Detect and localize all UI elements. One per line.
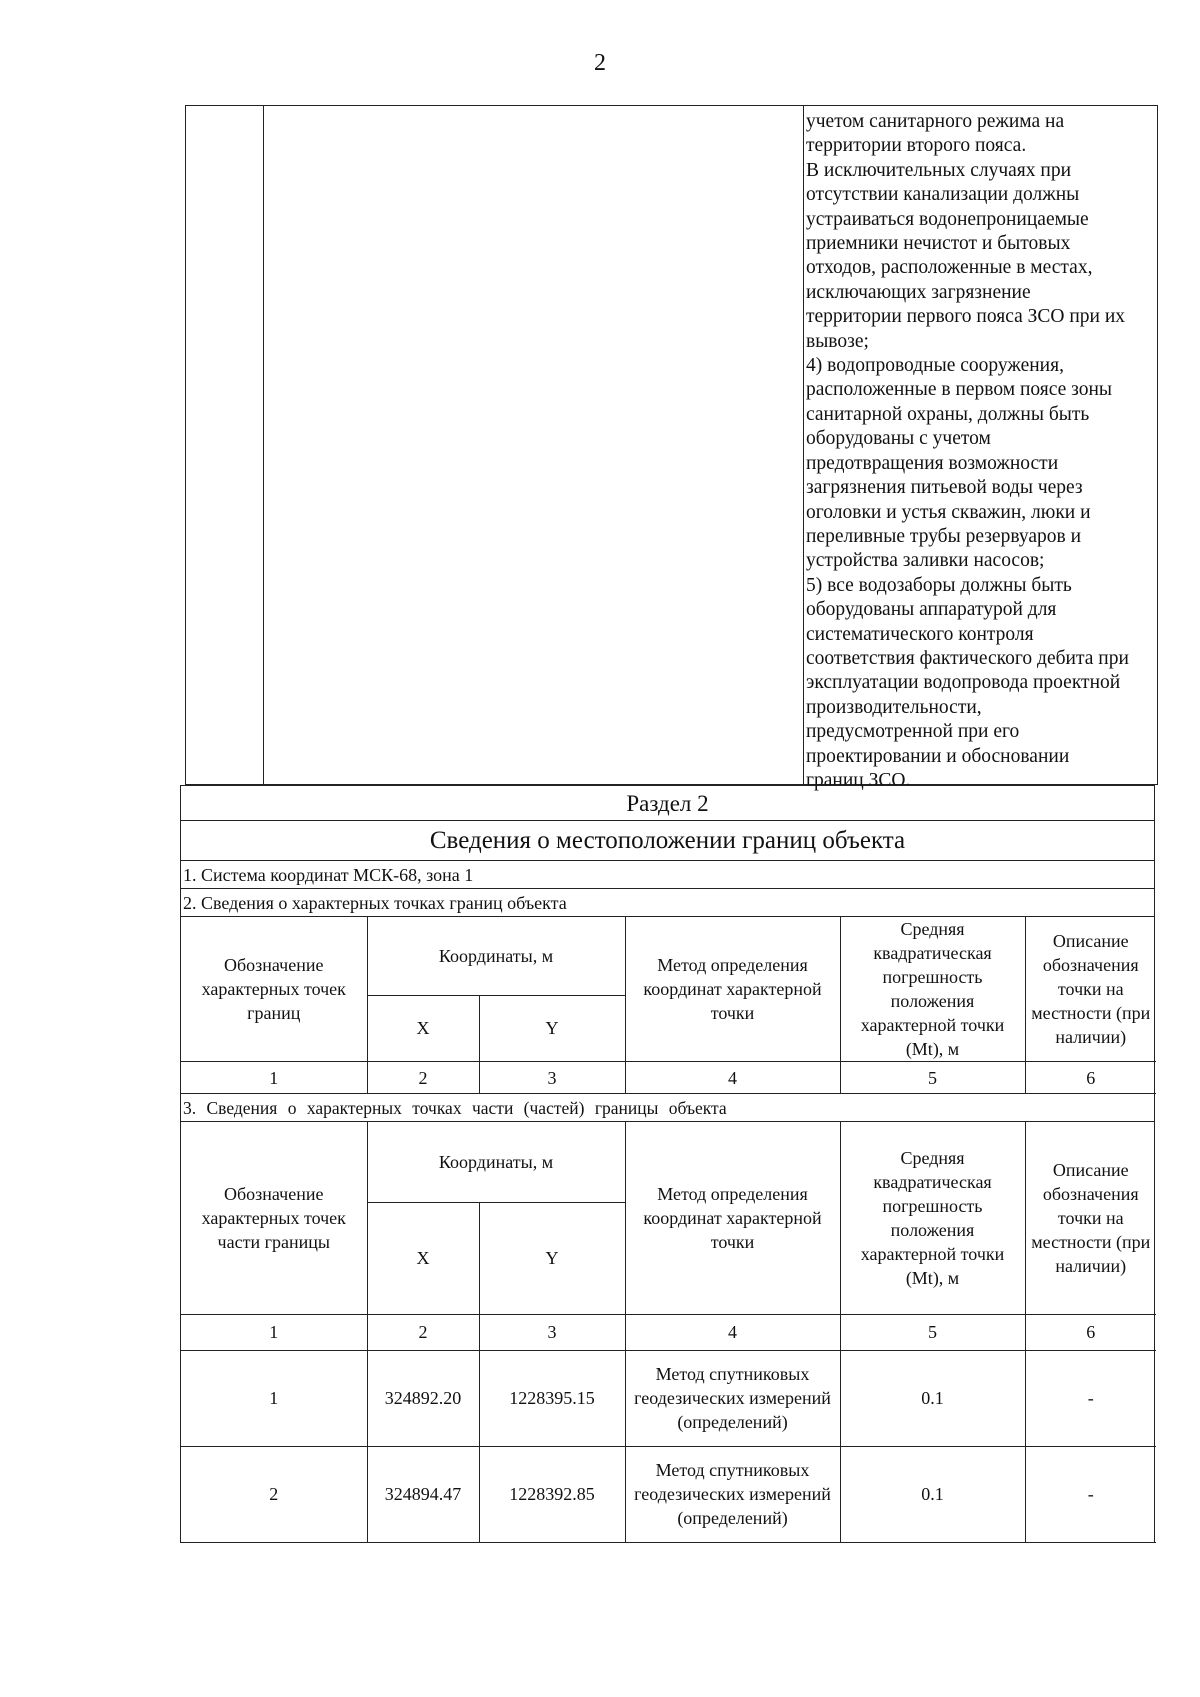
text-line: территории первого пояса ЗСО при их <box>806 306 1126 328</box>
boundary-points-table <box>181 917 1156 1094</box>
parts-heading: 3. Сведения о характерных точках части (частей) границы объекта <box>181 1094 1154 1122</box>
text-line: границ ЗСО. <box>806 769 911 791</box>
col-number: 4 <box>625 1062 840 1094</box>
text-line: 5) все водозаборы должны быть <box>806 574 1072 596</box>
section-title: Раздел 2 <box>181 785 1154 821</box>
text-line: оборудованы аппаратурой для <box>806 599 1057 621</box>
text-line: загрязнения питьевой воды через <box>806 477 1083 499</box>
table-row <box>181 1446 1156 1542</box>
col-number: 6 <box>1025 1314 1156 1350</box>
col-number: 4 <box>625 1314 840 1350</box>
coord-y: 1228395.15 <box>479 1350 625 1446</box>
error: 0.1 <box>840 1446 1025 1542</box>
col-number: 5 <box>840 1062 1025 1094</box>
continuation-text-cell <box>804 106 1157 791</box>
text-line: территории второго пояса. <box>806 135 1027 157</box>
error: 0.1 <box>840 1350 1025 1446</box>
coord-system-line: 1. Система координат МСК-68, зона 1 <box>181 861 1154 889</box>
coord-y: 1228392.85 <box>479 1446 625 1542</box>
text-line: переливные трубы резервуаров и <box>806 525 1082 547</box>
text-line: устраиваться водонепроницаемые <box>806 208 1089 230</box>
header-error: Средняя квадратическая погрешность положения характерной точки (Mt), м <box>840 1122 1025 1314</box>
point-id: 2 <box>181 1446 367 1542</box>
col-number: 1 <box>181 1062 367 1094</box>
method: Метод спутниковых геодезических измерений (определений) <box>625 1350 840 1446</box>
header-y: Y <box>479 995 625 1061</box>
section-subtitle: Сведения о местоположении границ объекта <box>181 821 1154 861</box>
text-line: производительности, <box>806 696 982 718</box>
text-line: соответствия фактического дебита при <box>806 647 1129 669</box>
method: Метод спутниковых геодезических измерений (определений) <box>625 1446 840 1542</box>
col-number: 1 <box>181 1314 367 1350</box>
text-line: отсутствии канализации должны <box>806 184 1080 206</box>
col-number: 2 <box>367 1314 479 1350</box>
page-number: 2 <box>594 50 606 76</box>
coord-x: 324892.20 <box>367 1350 479 1446</box>
header-method: Метод определения координат характерной точки <box>625 917 840 1062</box>
part-boundary-points-table <box>181 1122 1156 1543</box>
text-line: систематического контроля <box>806 623 1034 645</box>
col-number: 2 <box>367 1062 479 1094</box>
header-y: Y <box>479 1202 625 1314</box>
table-row <box>181 1350 1156 1446</box>
point-id: 1 <box>181 1350 367 1446</box>
header-description: Описание обозначения точки на местности (при наличии) <box>1025 1122 1156 1314</box>
header-method: Метод определения координат характерной точки <box>625 1122 840 1314</box>
text-line: вывозе; <box>806 330 869 352</box>
text-line: отходов, расположенные в местах, <box>806 257 1093 279</box>
text-line: расположенные в первом поясе зоны <box>806 379 1113 401</box>
text-line: эксплуатации водопровода проектной <box>806 672 1121 694</box>
header-designation: Обозначение характерных точек границ <box>181 917 367 1062</box>
points-heading: 2. Сведения о характерных точках границ объекта <box>181 889 1154 917</box>
header-designation: Обозначение характерных точек части границы <box>181 1122 367 1314</box>
text-line: исключающих загрязнение <box>806 281 1031 303</box>
header-coords: Координаты, м <box>367 917 625 995</box>
continuation-table <box>185 105 1158 791</box>
col-number: 3 <box>479 1314 625 1350</box>
section-2 <box>180 785 1155 1543</box>
col-number: 3 <box>479 1062 625 1094</box>
text-line: санитарной охраны, должны быть <box>806 403 1090 425</box>
continuation-col-2 <box>264 106 804 784</box>
header-description: Описание обозначения точки на местности (при наличии) <box>1025 917 1156 1062</box>
header-error: Средняя квадратическая погрешность положения характерной точки (Mt), м <box>840 917 1025 1062</box>
header-x: X <box>367 995 479 1061</box>
text-line: оборудованы с учетом <box>806 428 991 450</box>
header-coords: Координаты, м <box>367 1122 625 1202</box>
coord-x: 324894.47 <box>367 1446 479 1542</box>
header-x: X <box>367 1202 479 1314</box>
text-line: устройства заливки насосов; <box>806 550 1045 572</box>
description: - <box>1025 1350 1156 1446</box>
text-line: 4) водопроводные сооружения, <box>806 355 1064 377</box>
col-number: 5 <box>840 1314 1025 1350</box>
text-line: предотвращения возможности <box>806 452 1059 474</box>
col-number: 6 <box>1025 1062 1156 1094</box>
description: - <box>1025 1446 1156 1542</box>
text-line: предусмотренной при его <box>806 721 1020 743</box>
text-line: В исключительных случаях при <box>806 159 1072 181</box>
text-line: оголовки и устья скважин, люки и <box>806 501 1091 523</box>
text-line: учетом санитарного режима на <box>806 111 1065 132</box>
text-line: проектировании и обосновании <box>806 745 1070 767</box>
text-line: приемники нечистот и бытовых <box>806 233 1071 255</box>
continuation-col-1 <box>186 106 264 784</box>
